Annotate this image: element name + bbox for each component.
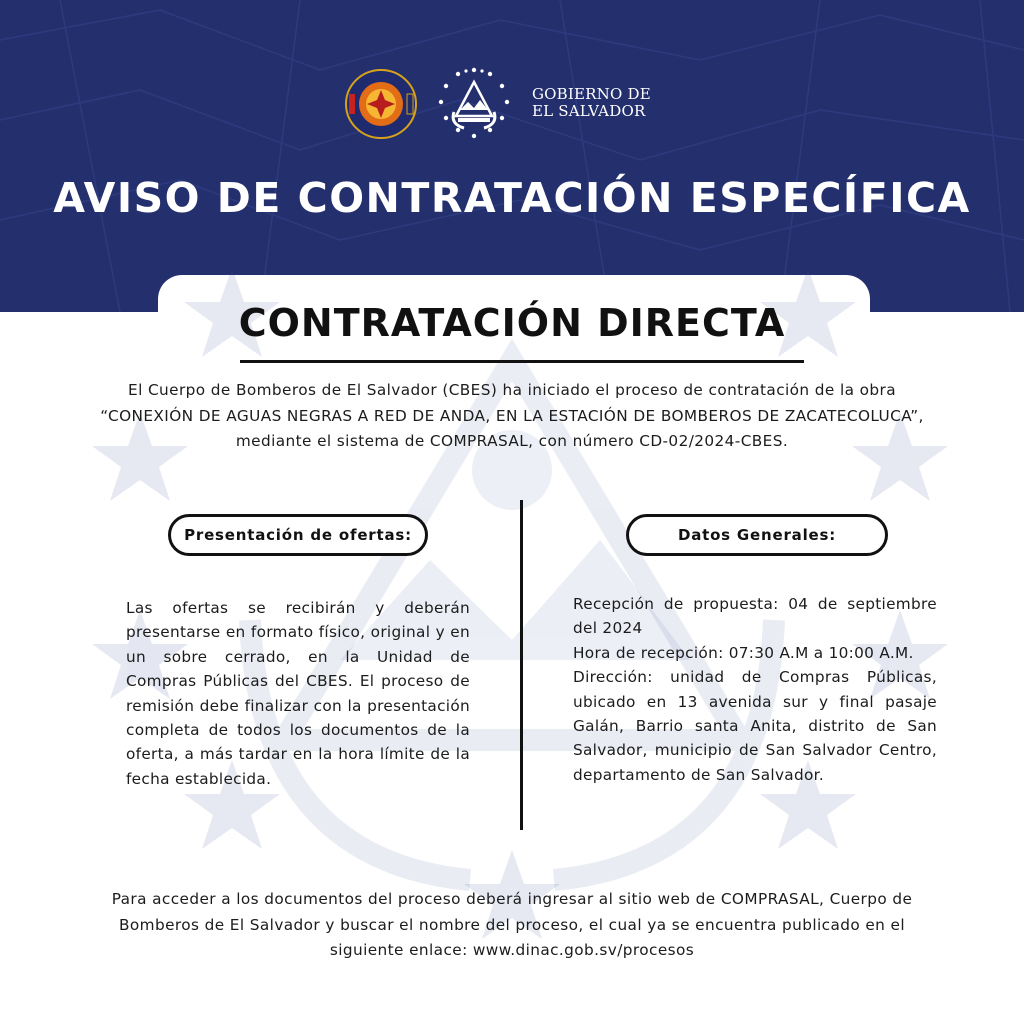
header-texture (0, 0, 1024, 312)
general-data-details (573, 592, 937, 787)
reception-date: Recepción de propuesta: 04 de septiembre del 2024 (573, 595, 937, 638)
general-data-label-badge (626, 514, 888, 556)
logo-bar (0, 66, 1024, 146)
government-name (532, 86, 651, 120)
offers-label-badge (168, 514, 428, 556)
government-name-line1: GOBIERNO DE (532, 85, 651, 103)
reception-hours: Hora de recepción: 07:30 A.M a 10:00 A.M. (573, 643, 914, 662)
header-banner (0, 0, 1024, 312)
offers-description: Las ofertas se recibirán y deberán presentarse en formato físico, original y en un sobre cerrado, en la Unidad de Compras Públicas del CBES. El proceso de remisión debe finalizar con la presentación completa de todos los documentos de la oferta, a más tardar en la hora límite de la fecha establecida. (126, 599, 470, 788)
el-salvador-coat-of-arms-icon (436, 66, 512, 142)
page-title: AVISO DE CONTRATACIÓN ESPECÍFICA (53, 174, 971, 222)
government-name-line2: EL SALVADOR (532, 102, 646, 120)
offers-label: Presentación de ofertas: (184, 526, 412, 544)
intro-paragraph: El Cuerpo de Bomberos de El Salvador (CBES) ha iniciado el proceso de contratación de la obra “CONEXIÓN DE AGUAS NEGRAS A RED DE ANDA, EN LA ESTACIÓN DE BOMBEROS DE ZACATECOLUCA”, mediante el sistema de COMPRASAL, con número CD-02/2024-CBES. (100, 381, 924, 450)
general-data-label: Datos Generales: (677, 526, 837, 544)
reception-address: Dirección: unidad de Compras Públicas, ubicado en 13 avenida sur y final pasaje Galán, Barrio santa Anita, distrito de San Salvador, municipio de San Salvador Centro, departamento de San Salvador. (573, 668, 937, 784)
section-title: CONTRATACIÓN DIRECTA (238, 301, 786, 345)
column-divider (520, 500, 523, 830)
title-underline (240, 360, 804, 363)
cbes-firefighters-logo (344, 68, 418, 140)
footer-note: Para acceder a los documentos del proceso deberá ingresar al sitio web de COMPRASAL, Cuerpo de Bomberos de El Salvador y buscar el nombre del proceso, el cual ya se encuentra publicado en el siguiente enlace: www.dinac.gob.sv/procesos (111, 890, 913, 959)
